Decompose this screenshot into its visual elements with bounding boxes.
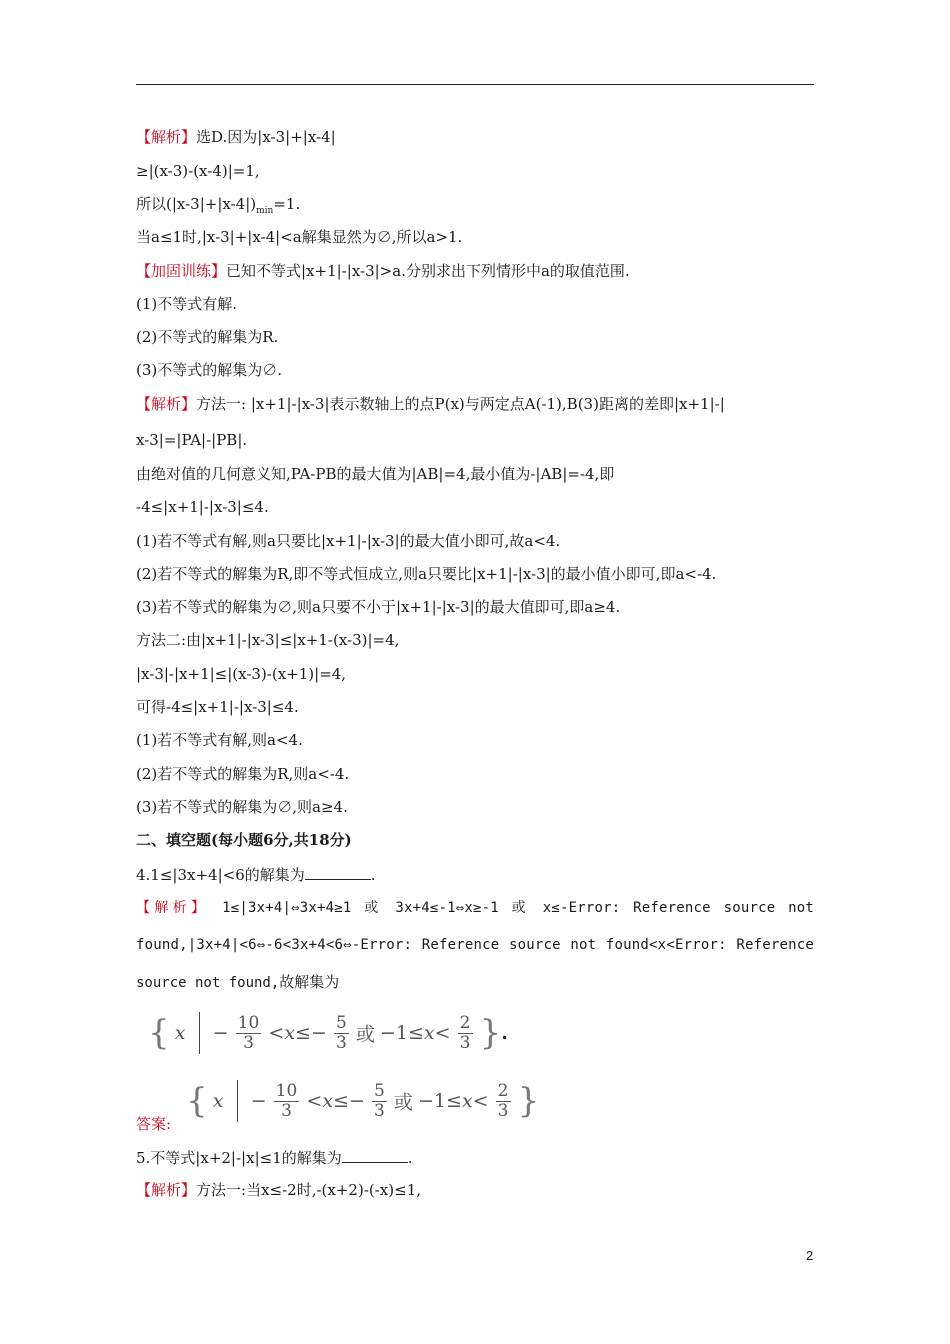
text-line: (3)若不等式的解集为∅,则a只要不小于|x+1|-|x-3|的最大值即可,即a≥4. — [136, 598, 621, 616]
answer-formula — [186, 1080, 539, 1122]
denominator: 3 — [497, 1100, 509, 1121]
text-line: (3)不等式的解集为∅. — [136, 361, 283, 379]
section-heading: 二、填空题(每小题6分,共18分) — [136, 831, 352, 849]
fraction — [372, 1082, 387, 1121]
solution-set-formula — [148, 1012, 508, 1054]
solution-line — [136, 395, 725, 413]
math-op: − — [250, 1090, 267, 1112]
fraction — [236, 1014, 262, 1053]
page-number: 2 — [806, 1248, 814, 1263]
fraction — [458, 1014, 473, 1053]
text-line: (1)若不等式有解,则a只要比|x+1|-|x-3|的最大值小即可,故a<4. — [136, 532, 561, 550]
math-num: −1 — [418, 1090, 447, 1112]
text: x≤-Error: Reference source not — [529, 900, 814, 916]
math-var: x — [423, 1022, 435, 1044]
fraction — [274, 1082, 300, 1121]
denominator: 3 — [281, 1100, 292, 1121]
math-op: − — [212, 1022, 229, 1044]
text: 或 — [511, 900, 530, 916]
math-num: −1 — [380, 1022, 409, 1044]
set-bar — [199, 1012, 200, 1054]
text: 故解集为 — [279, 973, 340, 991]
math-text: 或 — [355, 1023, 375, 1046]
text: 已知不等式|x+1|-|x-3|>a.分别求出下列情形中a的取值范围. — [226, 262, 630, 280]
math-op: − — [348, 1090, 365, 1112]
math-var: x — [284, 1022, 296, 1044]
text-line: x-3|=|PA|-|PB|. — [136, 431, 248, 449]
text-line: 当a≤1时,|x-3|+|x-4|<a解集显然为∅,所以a>1. — [136, 228, 463, 246]
practice-line — [136, 262, 630, 280]
numerator: 5 — [373, 1080, 385, 1101]
math-op: < — [268, 1022, 285, 1044]
text-line: (1)不等式有解. — [136, 295, 238, 313]
text-line: (2)若不等式的解集为R,则a<-4. — [136, 765, 350, 783]
text: . — [407, 1149, 413, 1167]
text-line: |x-3|-|x+1|≤|(x-3)-(x+1)|=4, — [136, 665, 347, 683]
solution-tag: 【解析】 — [136, 1181, 197, 1199]
text: 所以(|x-3|+|x-4|) — [136, 195, 257, 213]
answer-label: 答案: — [136, 1115, 172, 1133]
text: 方法一: |x+1|-|x-3|表示数轴上的点P(x)与两定点A(-1),B(3)距离的差即|x+1|-| — [196, 395, 725, 413]
numerator: 10 — [275, 1080, 298, 1101]
denominator: 3 — [243, 1032, 254, 1053]
left-brace: { — [148, 1013, 170, 1053]
text-line: (2)若不等式的解集为R,即不等式恒成立,则a只要比|x+1|-|x-3|的最小值小即可,即a<-4. — [136, 565, 717, 583]
practice-tag: 【加固训练】 — [136, 262, 227, 280]
math-op: < — [472, 1090, 489, 1112]
text-line: (3)若不等式的解集为∅,则a≥4. — [136, 798, 348, 816]
answer-blank — [342, 1148, 408, 1163]
solution-line — [136, 1181, 421, 1199]
math-op: < — [306, 1090, 323, 1112]
text: 或 — [364, 900, 383, 916]
denominator: 3 — [373, 1100, 385, 1121]
text-line: -4≤|x+1|-|x-3|≤4. — [136, 498, 269, 516]
left-brace: { — [186, 1081, 208, 1121]
text-line: 由绝对值的几何意义知,PA-PB的最大值为|AB|=4,最小值为-|AB|=-4,即 — [136, 465, 615, 483]
fraction — [496, 1082, 511, 1121]
text: 1≤|3x+4|⇔3x+4≥1 — [209, 900, 365, 916]
text: . — [370, 866, 376, 884]
math-op: ≤ — [333, 1090, 349, 1112]
text: 4.1≤|3x+4|<6的解集为 — [136, 866, 305, 884]
text: 方法一:当x≤-2时,-(x+2)-(-x)≤1, — [196, 1181, 422, 1199]
solution-line — [136, 128, 336, 146]
text-line: (1)若不等式有解,则a<4. — [136, 731, 303, 749]
math-op: < — [434, 1022, 451, 1044]
math-op: ≤ — [408, 1022, 424, 1044]
text-line: 方法二:由|x+1|-|x-3|≤|x+1-(x-3)|=4, — [136, 631, 400, 649]
solution-tag: 【解析】 — [136, 900, 210, 916]
numerator: 5 — [335, 1012, 347, 1033]
text-line: ≥|(x-3)-(x-4)|=1, — [136, 162, 260, 180]
question-line — [136, 1148, 413, 1167]
math-op: − — [310, 1022, 327, 1044]
question-line — [136, 865, 376, 884]
math-var: x — [322, 1090, 334, 1112]
text: source not found, — [136, 975, 280, 991]
text-line: found,|3x+4|<6⇔-6<3x+4<6⇔-Error: Reference source not found<x<Error: Reference — [136, 937, 814, 953]
math-text: 或 — [393, 1091, 413, 1114]
math-var: x — [174, 1022, 186, 1044]
numerator: 2 — [459, 1012, 471, 1033]
solution-tag: 【解析】 — [136, 128, 197, 146]
math-op: ≤ — [295, 1022, 311, 1044]
text: 3x+4≤-1⇔x≥-1 — [382, 900, 512, 916]
text-line: 可得-4≤|x+1|-|x-3|≤4. — [136, 698, 299, 716]
math-var: x — [461, 1090, 473, 1112]
header-rule — [136, 84, 814, 85]
solution-tag: 【解析】 — [136, 395, 197, 413]
denominator: 3 — [335, 1032, 347, 1053]
numerator: 2 — [497, 1080, 509, 1101]
subscript: min — [256, 206, 274, 216]
math-op: ≤ — [446, 1090, 462, 1112]
numerator: 10 — [237, 1012, 260, 1033]
right-brace: } — [479, 1013, 502, 1053]
fraction — [334, 1014, 349, 1053]
set-bar — [237, 1080, 238, 1122]
text-line — [136, 195, 300, 220]
text: 5.不等式|x+2|-|x|≤1的解集为 — [136, 1149, 342, 1167]
answer-blank — [305, 865, 371, 880]
right-brace: } — [517, 1081, 540, 1121]
math-period: . — [501, 1022, 508, 1044]
text-line: (2)不等式的解集为R. — [136, 328, 279, 346]
solution-line — [136, 899, 814, 917]
text: 选D.因为|x-3|+|x-4| — [196, 128, 336, 146]
text: =1. — [273, 195, 301, 213]
text-line — [136, 973, 339, 992]
denominator: 3 — [459, 1032, 471, 1053]
math-var: x — [212, 1090, 224, 1112]
